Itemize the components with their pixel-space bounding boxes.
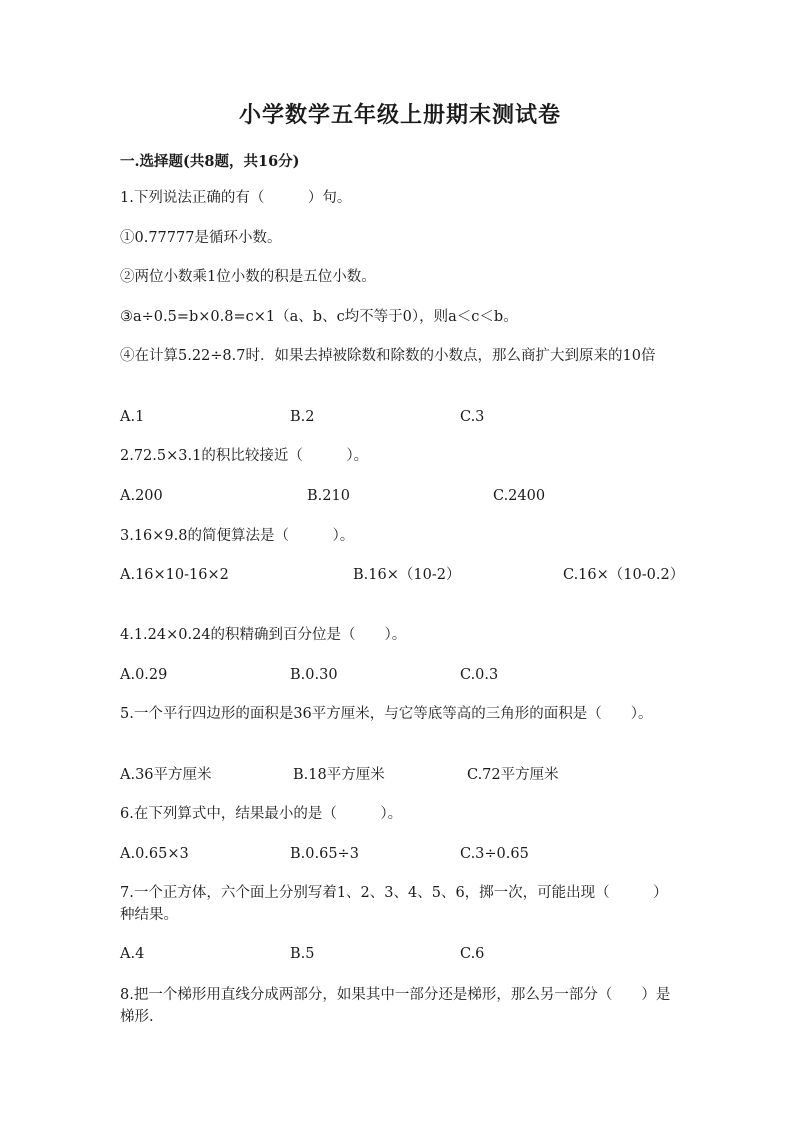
question-4-stem: 4.1.24×0.24的积精确到百分位是（ ）。 (120, 627, 407, 643)
question-1-option-b: B.2 (290, 409, 315, 425)
question-6-option-b: B.0.65÷3 (290, 846, 359, 862)
question-8-stem: 8.把一个梯形用直线分成两部分，如果其中一部分还是梯形，那么另一部分（ ）是梯形. (120, 987, 671, 1025)
question-3-option-b: B.16×（10-2） (353, 567, 461, 583)
question-5-stem: 5.一个平行四边形的面积是36平方厘米，与它等底等高的三角形的面积是（ ）。 (120, 706, 653, 722)
page-title: 小学数学五年级上册期末测试卷 (238, 102, 561, 128)
question-7-option-b: B.5 (290, 946, 315, 962)
question-1-statement-4: ④在计算5.22÷8.7时．如果去掉被除数和除数的小数点，那么商扩大到原来的10倍 (120, 348, 656, 364)
question-3-option-c: C.16×（10-0.2） (563, 567, 685, 583)
question-4-option-a: A.0.29 (120, 667, 168, 683)
question-1-option-c: C.3 (460, 409, 485, 425)
question-2-option-b: B.210 (307, 488, 350, 504)
section-heading: 一.选择题(共8题，共16分) (120, 153, 300, 170)
question-2-stem: 2.72.5×3.1的积比较接近（ ）。 (120, 448, 369, 464)
question-6-option-a: A.0.65×3 (120, 846, 189, 862)
question-2-option-a: A.200 (120, 488, 163, 504)
question-7-option-c: C.6 (460, 946, 485, 962)
question-4-option-b: B.0.30 (290, 667, 338, 683)
question-1-statement-3: ③a÷0.5=b×0.8=c×1（a、b、c均不等于0），则a＜c＜b。 (120, 309, 518, 325)
question-3-stem: 3.16×9.8的简便算法是（ ）。 (120, 528, 355, 544)
question-1-statement-2: ②两位小数乘1位小数的积是五位小数。 (120, 269, 376, 285)
question-7-stem: 7.一个正方体，六个面上分别写着1、2、3、4、5、6，掷一次，可能出现（ ）种结果。 (120, 885, 668, 923)
question-6-option-c: C.3÷0.65 (460, 846, 529, 862)
question-2-option-c: C.2400 (493, 488, 546, 504)
question-5-option-a: A.36平方厘米 (120, 767, 212, 783)
question-6-stem: 6.在下列算式中，结果最小的是（ ）。 (120, 806, 403, 822)
question-5-option-b: B.18平方厘米 (293, 767, 385, 783)
question-1-stem: 1.下列说法正确的有（ ）句。 (120, 190, 352, 206)
question-5-option-c: C.72平方厘米 (467, 767, 559, 783)
question-3-option-a: A.16×10-16×2 (120, 567, 229, 583)
question-1-option-a: A.1 (120, 409, 145, 425)
question-7-option-a: A.4 (120, 946, 145, 962)
question-4-option-c: C.0.3 (460, 667, 499, 683)
question-1-statement-1: ①0.77777是循环小数。 (120, 230, 282, 246)
